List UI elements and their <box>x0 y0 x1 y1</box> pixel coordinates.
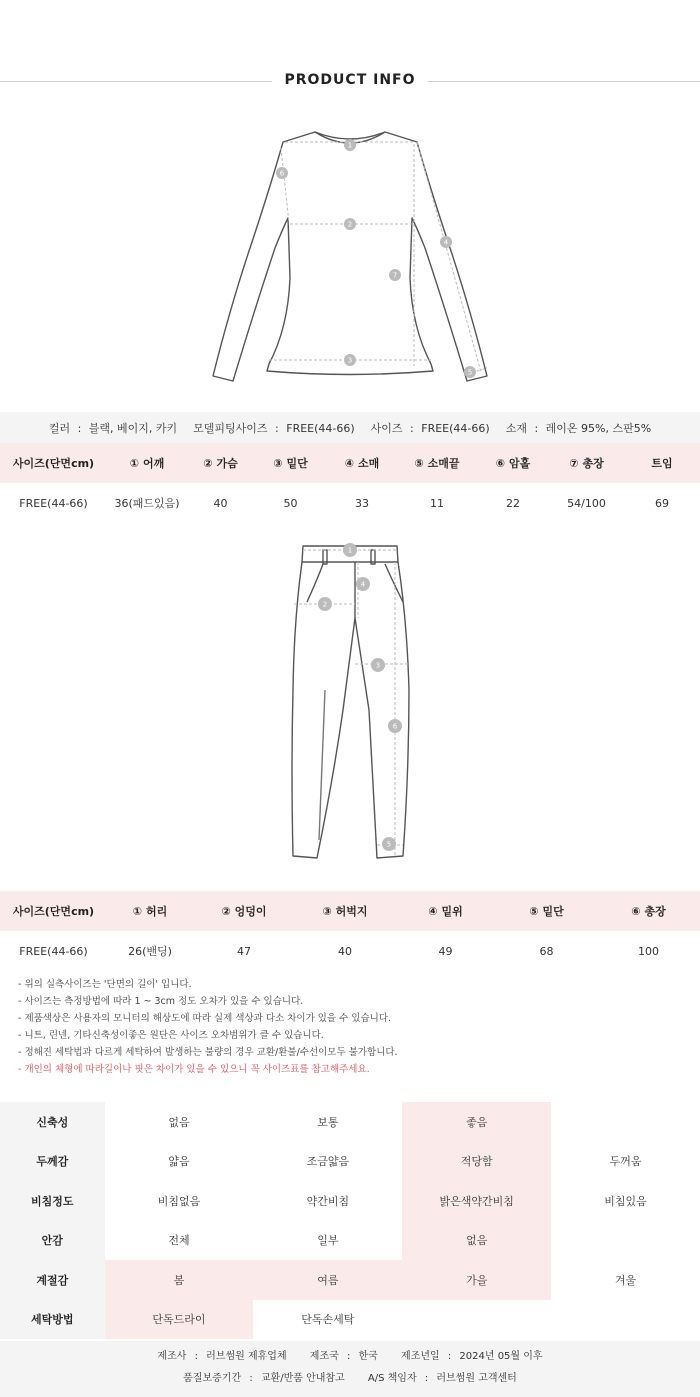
section-title-row <box>0 72 700 92</box>
characteristic-option: 밝은색약간비침 <box>402 1181 551 1221</box>
characteristic-option: 얇음 <box>168 1155 190 1169</box>
col-header: ② 엉덩이 <box>193 891 295 931</box>
footer-country: 제조국 : 한국 <box>309 1351 378 1362</box>
note-line: - 제품색상은 사용자의 모니터의 해상도에 따라 실제 색상과 다소 차이가 있을 수 있습니다. <box>18 1013 392 1024</box>
table-cell: 68 <box>539 944 554 958</box>
table-cell: 47 <box>237 944 251 958</box>
characteristic-label: 두께감 <box>0 1142 105 1182</box>
characteristic-option: 두꺼움 <box>609 1155 642 1169</box>
col-header: ⑤ 밑단 <box>496 891 597 931</box>
footer-line-1 <box>0 1346 700 1368</box>
top-marker-label: 2 <box>347 220 353 229</box>
top-marker-label: 1 <box>347 141 353 150</box>
table-cell: 100 <box>638 944 659 958</box>
characteristic-label: 계절감 <box>0 1260 105 1300</box>
table-cell: 50 <box>283 496 298 510</box>
characteristic-option: 봄 <box>105 1260 254 1300</box>
title-divider-right <box>428 81 700 82</box>
characteristic-option: 전체 <box>168 1234 190 1248</box>
col-header: 사이즈(단면cm) <box>0 443 107 483</box>
table-cell: FREE(44-66) <box>19 944 88 958</box>
footer-manufacture-date: 제조년일 : 2024년 05월 이후 <box>401 1351 543 1362</box>
col-header: ③ 허벅지 <box>295 891 395 931</box>
characteristics-table <box>0 1102 700 1339</box>
characteristic-option <box>551 1221 700 1261</box>
pants-marker-label: 6 <box>392 722 398 731</box>
characteristic-label: 신축성 <box>0 1102 105 1142</box>
note-line: - 사이즈는 측정방법에 따라 1 ~ 3cm 정도 오차가 있을 수 있습니다. <box>18 996 304 1007</box>
characteristic-option: 조금얇음 <box>306 1155 350 1169</box>
top-measure-markers <box>276 139 476 378</box>
characteristic-option: 좋음 <box>402 1102 551 1142</box>
characteristic-option <box>551 1300 700 1340</box>
characteristic-option <box>551 1102 700 1142</box>
table-cell: 22 <box>506 496 520 510</box>
col-header: ⑥ 암홀 <box>477 443 549 483</box>
characteristic-row <box>0 1181 700 1221</box>
table-cell: 40 <box>213 496 228 510</box>
size-notes <box>18 976 698 1078</box>
table-cell: 36(패드있음) <box>114 497 180 510</box>
characteristic-option: 보통 <box>317 1115 339 1129</box>
col-header: 트임 <box>624 443 700 483</box>
col-header: ⑦ 총장 <box>549 443 624 483</box>
characteristic-option: 단독손세탁 <box>301 1313 355 1327</box>
top-size-table <box>0 443 700 523</box>
manufacturer-footer <box>0 1341 700 1397</box>
characteristic-label: 세탁방법 <box>0 1300 105 1340</box>
characteristic-option: 비침있음 <box>604 1194 647 1208</box>
characteristic-row <box>0 1221 700 1261</box>
col-header: ① 어깨 <box>107 443 187 483</box>
table-row <box>0 483 700 523</box>
col-header: ① 허리 <box>107 891 193 931</box>
note-line: - 니트, 린넨, 기타신축성이좋은 원단은 사이즈 오차범위가 클 수 있습니다. <box>18 1030 324 1041</box>
characteristic-label: 비침정도 <box>0 1181 105 1221</box>
section-title: PRODUCT INFO <box>284 72 416 88</box>
pants-marker-label: 5 <box>386 840 392 849</box>
col-header: ④ 소매 <box>327 443 397 483</box>
pants-marker-label: 3 <box>375 661 381 670</box>
characteristic-option: 단독드라이 <box>105 1300 254 1340</box>
info-size: 사이즈 : FREE(44-66) <box>370 421 490 435</box>
pants-marker-label: 4 <box>360 580 366 589</box>
characteristic-option: 여름 <box>253 1260 402 1300</box>
footer-as-contact: A/S 책임자 : 러브썸원 고객센터 <box>367 1373 517 1384</box>
top-marker-label: 3 <box>347 356 353 365</box>
top-marker-label: 6 <box>279 169 285 178</box>
top-marker-label: 4 <box>443 238 449 247</box>
table-header-row <box>0 443 700 483</box>
col-header: ③ 밑단 <box>254 443 327 483</box>
characteristic-row <box>0 1102 700 1142</box>
info-model-size: 모델피팅사이즈 : FREE(44-66) <box>193 421 355 435</box>
product-info-row <box>0 412 700 443</box>
bottom-size-table <box>0 891 700 971</box>
top-garment-illustration <box>205 128 495 390</box>
info-material: 소재 : 레이온 95%, 스판5% <box>505 421 652 435</box>
characteristic-option: 적당함 <box>402 1142 551 1182</box>
characteristic-option: 겨울 <box>614 1273 637 1287</box>
top-marker-label: 5 <box>467 368 473 377</box>
col-header: ⑤ 소매끝 <box>397 443 477 483</box>
note-line: - 위의 실측사이즈는 '단면의 길이' 입니다. <box>18 979 192 990</box>
characteristic-option: 가을 <box>402 1260 551 1300</box>
table-cell: 54/100 <box>567 496 606 510</box>
table-row <box>0 931 700 971</box>
pants-marker-label: 1 <box>347 546 353 555</box>
col-header: ② 가슴 <box>187 443 254 483</box>
top-marker-label: 7 <box>392 271 398 280</box>
table-cell: 69 <box>655 496 669 510</box>
pants-garment-illustration <box>285 540 415 865</box>
characteristic-label: 안감 <box>0 1221 105 1261</box>
table-cell: 49 <box>438 944 453 958</box>
footer-line-2 <box>0 1368 700 1390</box>
characteristic-row <box>0 1260 700 1300</box>
footer-manufacturer: 제조사 : 러브썸원 제휴업체 <box>157 1351 287 1362</box>
col-header: ④ 밑위 <box>395 891 496 931</box>
characteristic-option: 일부 <box>317 1234 339 1248</box>
warning-note: - 개인의 체형에 따라길이나 핏은 차이가 있을 수 있으니 꼭 사이즈표를 참고해주세요. <box>18 1064 370 1075</box>
note-line: - 정해진 세탁법과 다르게 세탁하여 발생하는 불량의 경우 교환/환불/수선이모두 불가합니다. <box>18 1047 398 1058</box>
pants-marker-label: 2 <box>322 600 328 609</box>
characteristic-option <box>402 1300 551 1340</box>
table-header-row <box>0 891 700 931</box>
table-cell: 40 <box>338 944 352 958</box>
pants-measure-markers <box>318 543 402 851</box>
table-cell: 11 <box>430 496 444 510</box>
table-cell: 26(밴딩) <box>128 945 172 958</box>
col-header: ⑥ 총장 <box>597 891 700 931</box>
characteristic-row <box>0 1142 700 1182</box>
footer-warranty: 품질보증기간 : 교환/반품 안내참고 <box>183 1373 345 1384</box>
characteristic-option: 비침없음 <box>157 1194 201 1208</box>
table-cell: FREE(44-66) <box>19 496 88 510</box>
col-header: 사이즈(단면cm) <box>0 891 107 931</box>
characteristic-option: 없음 <box>168 1115 190 1129</box>
characteristic-option: 없음 <box>402 1221 551 1261</box>
info-color: 컬러 : 블랙, 베이지, 카키 <box>48 421 178 435</box>
characteristic-row <box>0 1300 700 1340</box>
table-cell: 33 <box>355 496 369 510</box>
characteristic-option: 약간비침 <box>306 1194 350 1208</box>
